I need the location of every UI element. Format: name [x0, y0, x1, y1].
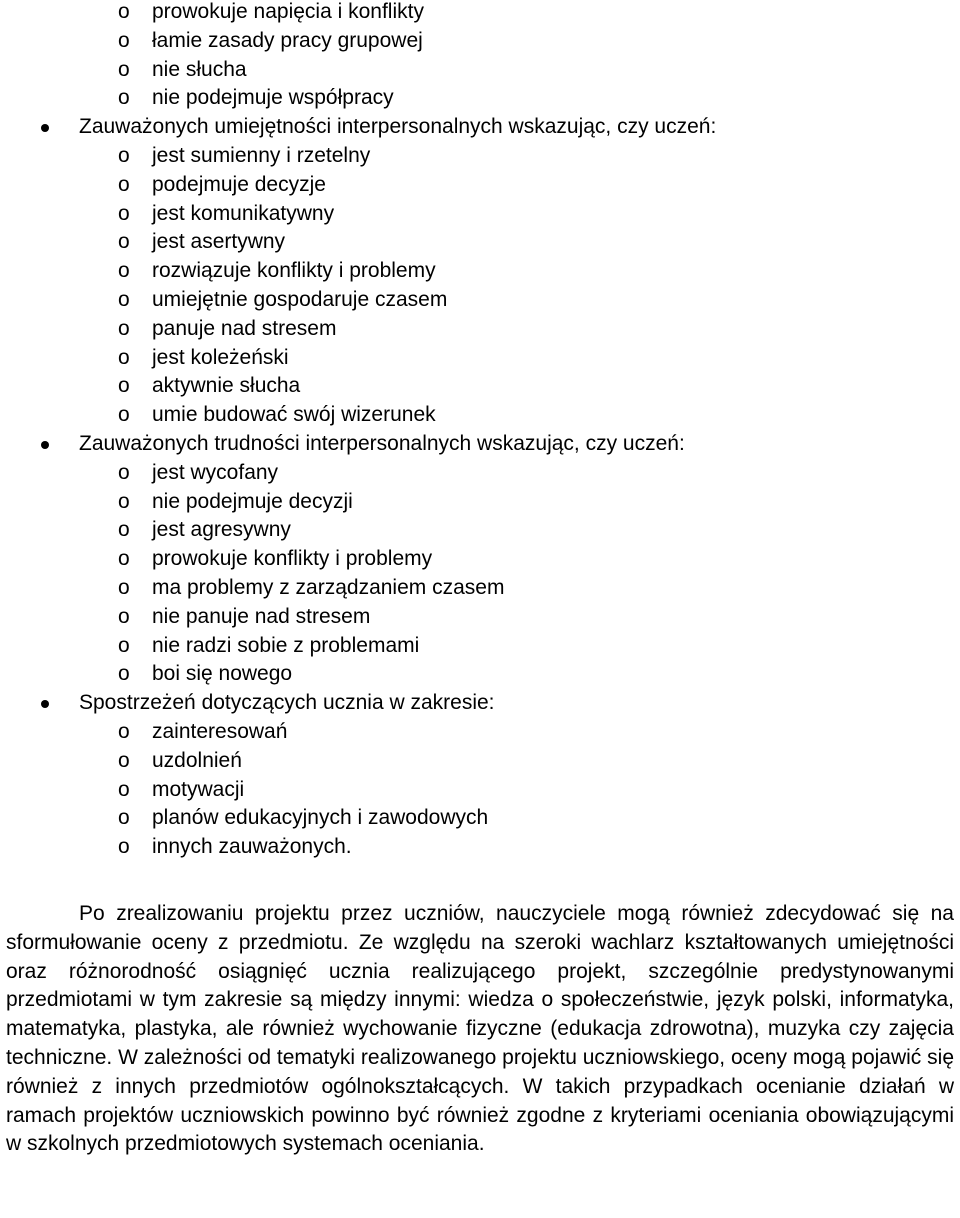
- sub-bullet-marker: o: [118, 835, 130, 859]
- body-paragraph: Po zrealizowaniu projektu przez uczniów, nauczyciele mogą również zdecydować się na sformułowanie oceny z przedmiotu. Ze względu na szeroki wachlarz kształtowanych umiejętności oraz różnorodność osiągnięć ucznia realizującego projekt, szczególnie predystynowanymi przedmiotami w tym zakresie są między innymi: wiedza o społeczeństwie, język polski, informatyka, matematyka, plastyka, ale również wychowanie fizyczne (edukacja zdrowotna), muzyka czy zajęcia techniczne. W zależności od tematyki realizowanego projektu uczniowskiego, oceny mogą pojawić się również z innych przedmiotów ogólnokształcących. W takich przypadkach ocenianie działań w ramach projektów uczniowskich powinno być również zgodne z kryteriami oceniania obowiązującymi w szkolnych przedmiotowych systemach oceniania.: [6, 902, 954, 1156]
- bullet-dot-icon: [41, 700, 49, 708]
- sub-bullet-marker: o: [118, 316, 130, 340]
- sub-bullet-marker: o: [118, 604, 130, 628]
- sub-bullet-marker: o: [118, 777, 130, 801]
- sub-bullet-marker: o: [118, 86, 130, 110]
- sub-bullet-marker: o: [118, 345, 130, 369]
- bullet-dot-icon: [41, 124, 49, 132]
- sub-bullet-marker: o: [118, 172, 130, 196]
- sub-bullet-marker: o: [118, 403, 130, 427]
- sub-list-item-text: nie podejmuje współpracy: [152, 86, 394, 110]
- sub-list-item-text: aktywnie słucha: [152, 374, 301, 398]
- sub-list-item-text: umiejętnie gospodaruje czasem: [152, 288, 448, 311]
- sub-list-item-text: panuje nad stresem: [152, 316, 337, 340]
- sub-list-item-text: innych zauważonych.: [152, 835, 352, 859]
- bullet-item-text: Zauważonych trudności interpersonalnych wskazując, czy uczeń:: [79, 432, 685, 455]
- sub-bullet-marker: o: [118, 518, 130, 542]
- sub-bullet-marker: o: [118, 57, 130, 81]
- sub-bullet-marker: o: [118, 460, 130, 484]
- sub-list-item-text: jest asertywny: [152, 230, 286, 254]
- bullet-dot-icon: [41, 441, 49, 449]
- bullet-item-text: Zauważonych umiejętności interpersonalnych wskazując, czy uczeń:: [79, 115, 717, 139]
- sub-list-item-text: prowokuje napięcia i konflikty: [152, 0, 424, 23]
- sub-bullet-marker: o: [118, 201, 130, 225]
- sub-bullet-marker: o: [118, 576, 130, 599]
- sub-bullet-marker: o: [118, 748, 130, 772]
- sub-list-item-text: nie słucha: [152, 57, 247, 81]
- sub-list-item-text: jest wycofany: [152, 460, 279, 484]
- sub-list-item-text: boi się nowego: [152, 662, 293, 686]
- sub-bullet-marker: o: [118, 374, 130, 398]
- sub-bullet-marker: o: [118, 144, 130, 167]
- sub-list-item-text: jest agresywny: [152, 518, 291, 542]
- sub-list-item-text: nie podejmuje decyzji: [152, 489, 353, 513]
- bullet-item-text: Spostrzeżeń dotyczących ucznia w zakresie:: [79, 691, 495, 715]
- sub-bullet-marker: o: [118, 662, 130, 686]
- sub-list-item-text: ma problemy z zarządzaniem czasem: [152, 576, 505, 599]
- sub-bullet-marker: o: [118, 28, 130, 52]
- sub-list-item-text: nie panuje nad stresem: [152, 604, 371, 628]
- sub-list-item-text: jest koleżeński: [152, 345, 289, 369]
- sub-list-item-text: łamie zasady pracy grupowej: [152, 28, 423, 52]
- sub-list-item-text: jest komunikatywny: [152, 201, 335, 225]
- sub-list-item-text: uzdolnień: [152, 748, 242, 772]
- sub-bullet-marker: o: [118, 720, 130, 743]
- sub-list-item-text: rozwiązuje konflikty i problemy: [152, 259, 436, 283]
- sub-bullet-marker: o: [118, 547, 130, 571]
- sub-bullet-marker: o: [118, 489, 130, 513]
- sub-bullet-marker: o: [118, 230, 130, 254]
- sub-list-item-text: nie radzi sobie z problemami: [152, 633, 420, 657]
- sub-list-item-text: zainteresowań: [152, 720, 288, 743]
- sub-list-item-text: podejmuje decyzje: [152, 172, 326, 196]
- sub-list-item-text: jest sumienny i rzetelny: [152, 144, 371, 167]
- sub-bullet-marker: o: [118, 633, 130, 657]
- sub-list-item-text: planów edukacyjnych i zawodowych: [152, 806, 489, 830]
- sub-bullet-marker: o: [118, 806, 130, 830]
- sub-bullet-marker: o: [118, 259, 130, 283]
- sub-list-item-text: umie budować swój wizerunek: [152, 403, 436, 427]
- sub-list-item-text: motywacji: [152, 777, 245, 801]
- sub-list-item-text: prowokuje konflikty i problemy: [152, 547, 433, 571]
- sub-bullet-marker: o: [118, 288, 130, 311]
- sub-bullet-marker: o: [118, 0, 130, 23]
